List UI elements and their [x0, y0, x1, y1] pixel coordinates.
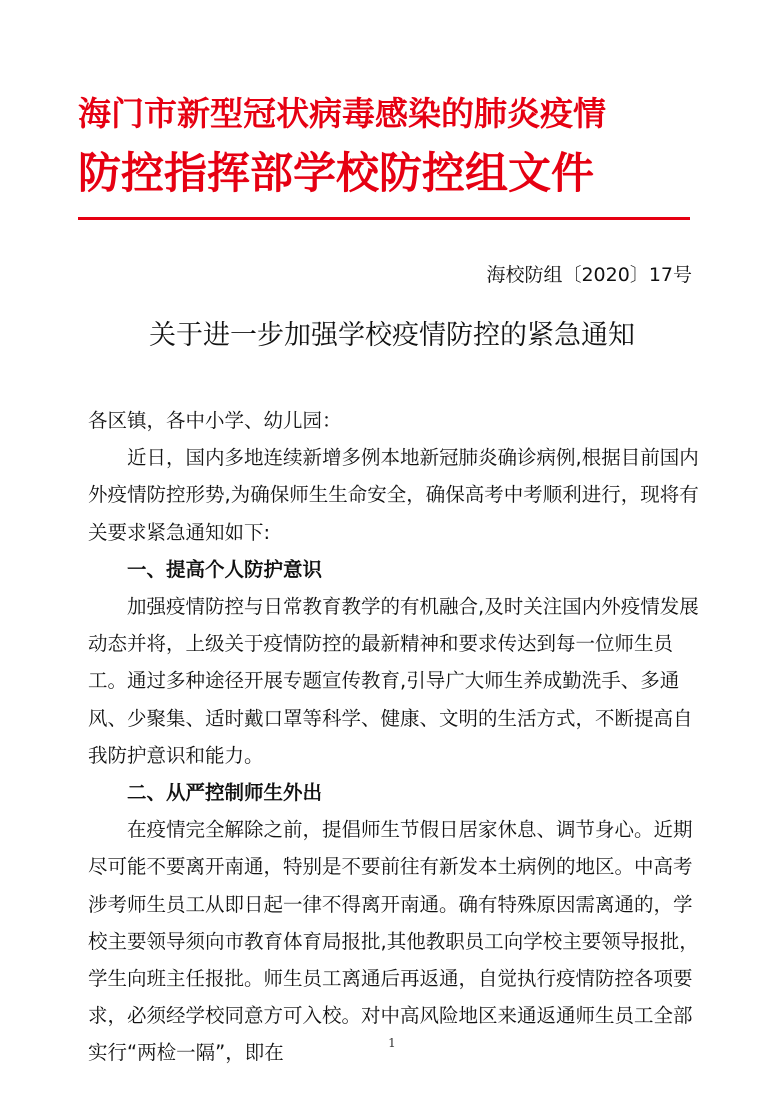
section-body-1: 加强疫情防控与日常教育教学的有机融合,及时关注国内外疫情发展动态并将，上级关于疫情防控的最新精神和要求传达到每一位师生员工。通过多种途径开展专题宣传教育,引导广大师生养成勤洗手、多通风、少聚集、适时戴口罩等科学、健康、文明的生活方式，不断提高自我防护意识和能力。 [88, 595, 699, 767]
document-title: 关于进一步加强学校疫情防控的紧急通知 [149, 320, 635, 351]
section-heading-1: 一、提高个人防护意识 [127, 557, 323, 581]
document-number: 海校防组〔2020〕17号 [486, 264, 692, 286]
section-body-2: 在疫情完全解除之前，提倡师生节假日居家休息、调节身心。近期尽可能不要离开南通，特别是不要前往有新发本土病例的地区。中高考涉考师生员工从即日起一律不得离开南通。确有特殊原因需离通的，学校主要领导须向市教育体育局报批,其他教职员工向学校主要领导报批，学生向班主任报批。师生员工离通后再返通，自觉执行疫情防控各项要求，必须经学校同意方可入校。对中高风险地区来通返通师生员工全部实行“两检一隔”，即在 [88, 818, 699, 1065]
section-heading-2: 二、从严控制师生外出 [127, 781, 323, 805]
document-body [88, 402, 702, 1072]
page-number: 1 [388, 1036, 396, 1050]
intro-paragraph: 近日，国内多地连续新增多例本地新冠肺炎确诊病例,根据目前国内外疫情防控形势,为确保师生生命安全，确保高考中考顺利进行，现将有关要求紧急通知如下: [88, 446, 699, 544]
issuer-name-line1: 海门市新型冠状病毒感染的肺炎疫情 [78, 94, 606, 133]
red-header-rule [78, 217, 690, 220]
issuer-name-line2: 防控指挥部学校防控组文件 [78, 149, 594, 199]
salutation: 各区镇，各中小学、幼儿园： [88, 409, 342, 432]
